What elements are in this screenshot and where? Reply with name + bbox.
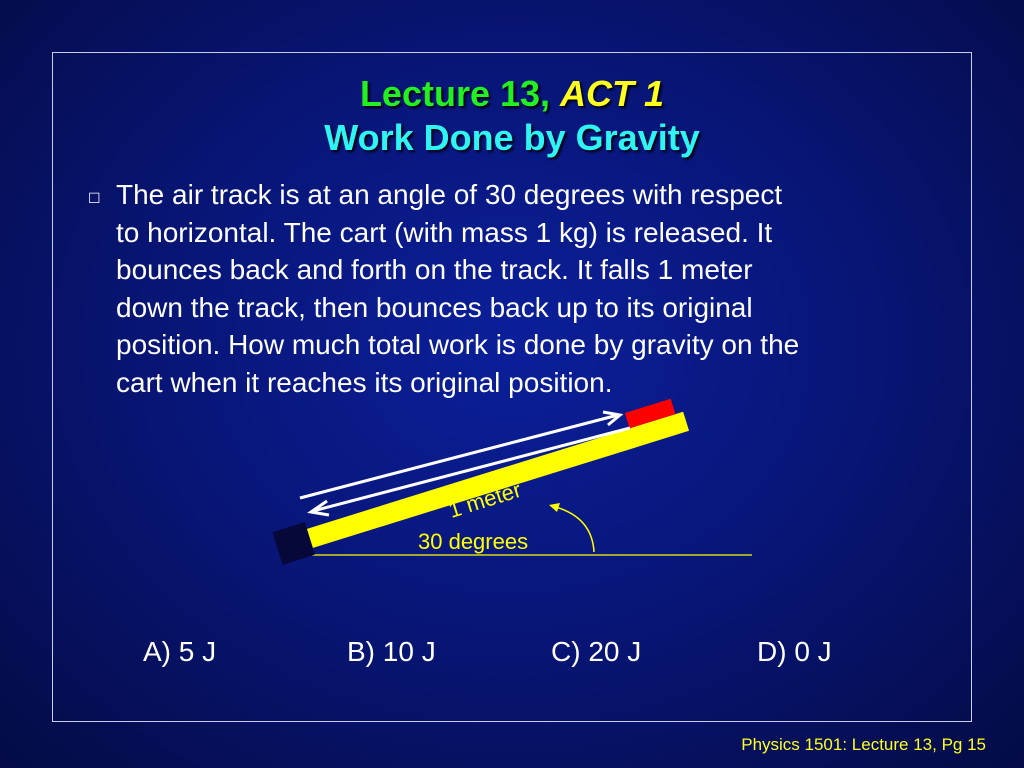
answer-b: B) 10 J (347, 636, 436, 667)
question-text: The air track is at an angle of 30 degrees with respect to horizontal. The cart (with mass 1 kg) is released. It bounces back and forth on the track. It falls 1 meter down the track, then bounces back up to its original position. How much total work is done by gravity on the cart when it reaches its original position. (116, 179, 800, 398)
angle-arc (552, 506, 594, 552)
answer-c: C) 20 J (551, 636, 642, 667)
distance-label: 1 meter (445, 476, 525, 523)
slide-footer: Physics 1501: Lecture 13, Pg 15 (741, 735, 986, 754)
answer-a: A) 5 J (143, 636, 217, 667)
angle-arrowhead (549, 503, 560, 512)
title-act: ACT 1 (560, 73, 665, 114)
bullet-icon: ☐ (88, 190, 101, 206)
title-lecture: Lecture 13, (359, 73, 551, 114)
answer-d: D) 0 J (757, 636, 832, 667)
angle-label: 30 degrees (418, 529, 529, 554)
title-line-2: Work Done by Gravity (324, 117, 700, 158)
